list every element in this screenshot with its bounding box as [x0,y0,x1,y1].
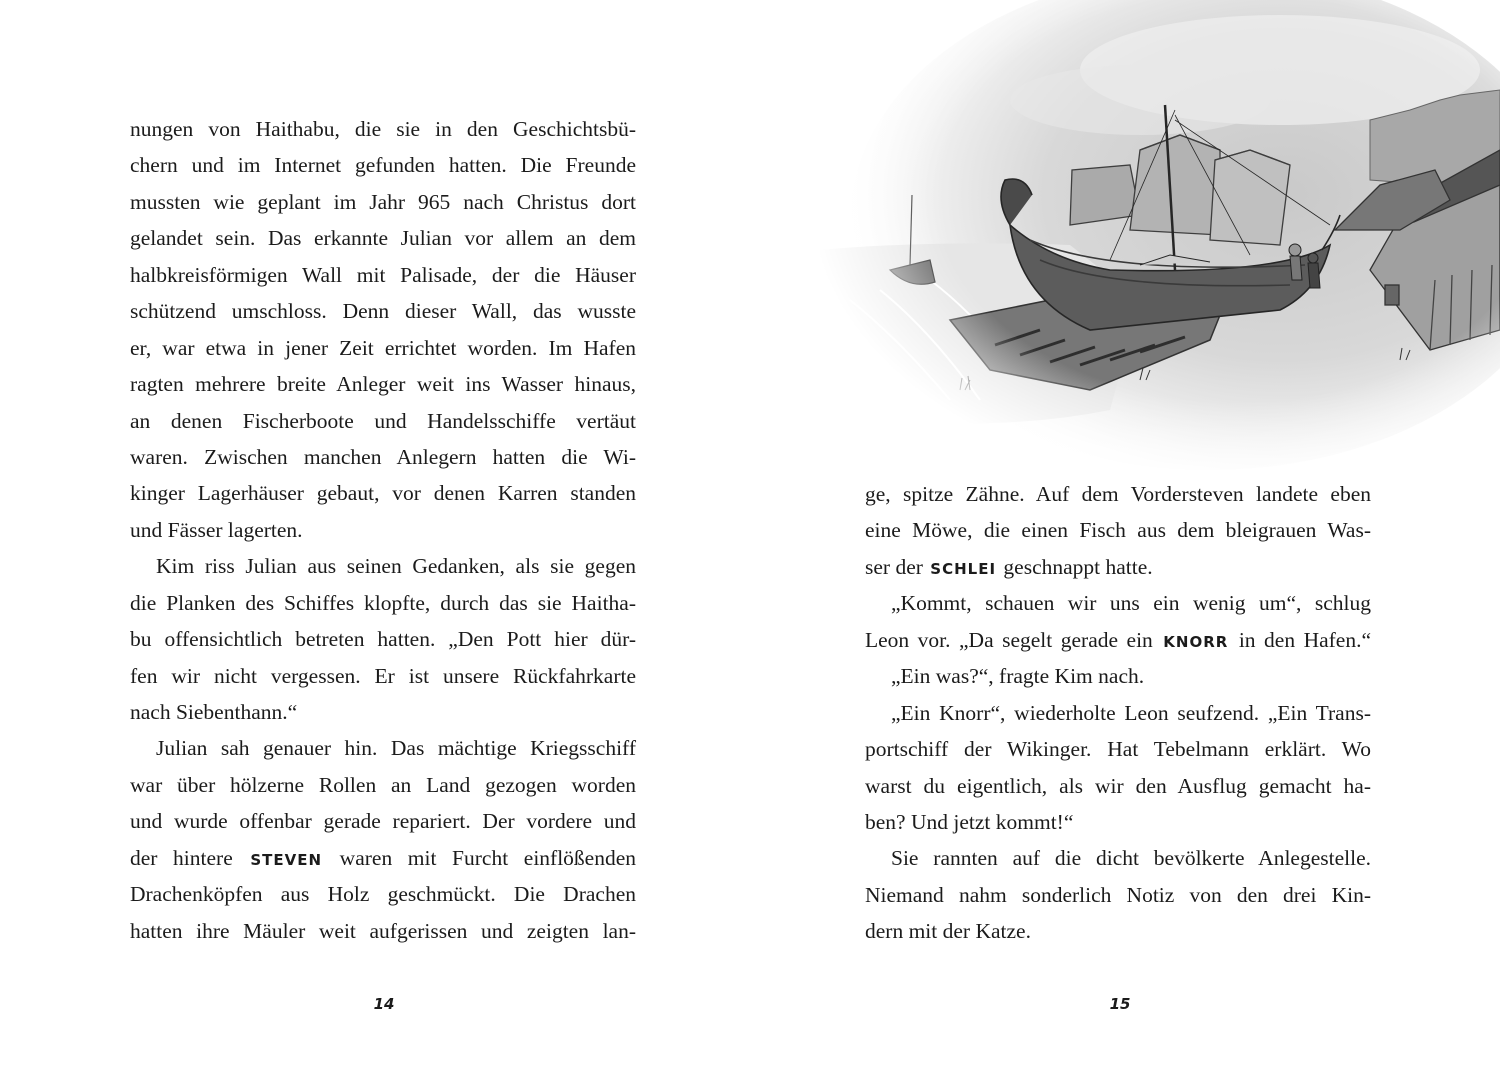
glossary-term-schlei[interactable]: SCHLEI [930,559,997,578]
text-line: mussten wie geplant im Jahr 965 nach Christus dort [130,189,636,214]
text-line: bu offensichtlich betreten hatten. „Den Pott hier dür- [130,627,636,652]
text-line: ben? Und jetzt kommt!“ [865,809,1074,834]
text-line: ser der SCHLEI geschnappt hatte. [865,554,1153,579]
text-line: ragten mehrere breite Anleger weit ins Wasser hinaus, [130,372,636,397]
text-line: und wurde offenbar gerade repariert. Der vordere und [130,809,636,834]
text-line: fen wir nicht vergessen. Er ist unsere Rückfahrkarte [130,663,636,688]
text-line: nungen von Haithabu, die sie in den Geschichtsbü- [130,117,636,141]
text-line: nach Siebenthann.“ [130,700,298,724]
text-line: und Fässer lagerten. [130,517,303,542]
text-line: Julian sah genauer hin. Das mächtige Kriegsschiff [156,736,636,761]
text-line: Sie rannten auf die dicht bevölkerte Anlegestelle. [891,846,1371,871]
text-line: ge, spitze Zähne. Auf dem Vordersteven landete eben [865,482,1371,506]
text-line: Drachenköpfen aus Holz geschmückt. Die Drachen [130,882,636,907]
glossary-term-steven[interactable]: STEVEN [250,850,323,869]
text-line: er, war etwa in jener Zeit errichtet worden. Im Hafen [130,335,636,360]
text-line: Leon vor. „Da segelt gerade ein KNORR in den Hafen.“ [865,627,1372,652]
text-line: warst du eigentlich, als wir den Ausflug gemacht ha- [865,773,1371,798]
text-line: gelandet sein. Das erkannte Julian vor allem an dem [130,226,636,251]
illustration-vignette [810,0,1500,470]
text-line: halbkreisförmigen Wall mit Palisade, der die Häuser [130,262,636,287]
right-page [750,0,1500,1087]
text-line: die Planken des Schiffes klopfte, durch das sie Haitha- [130,590,636,615]
text-line: an denen Fischerboote und Handelsschiffe vertäut [130,408,636,433]
text-line: chern und im Internet gefunden hatten. Die Freunde [130,153,636,178]
text-line: dern mit der Katze. [865,919,1031,944]
text-line: „Ein Knorr“, wiederholte Leon seufzend. „Ein Trans- [891,700,1371,725]
text-line: der hintere STEVEN waren mit Furcht einflößenden [130,845,637,870]
text-line: eine Möwe, die einen Fisch aus dem bleigrauen Was- [865,518,1371,543]
text-line: schützend umschloss. Denn dieser Wall, das wusste [130,299,636,324]
glossary-term-knorr[interactable]: KNORR [1163,632,1229,651]
page-number: 14 [373,995,395,1013]
text-line: „Ein was?“, fragte Kim nach. [891,664,1145,689]
text-line: hatten ihre Mäuler weit aufgerissen und zeigten lan- [130,918,636,943]
page-number: 15 [1109,995,1131,1013]
text-line: kinger Lagerhäuser gebaut, vor denen Karren standen [130,481,636,506]
text-line: Niemand nahm sonderlich Notiz von den drei Kin- [865,882,1371,907]
text-line: Kim riss Julian aus seinen Gedanken, als sie gegen [156,554,636,579]
viking-harbor-illustration [810,0,1500,470]
text-line: waren. Zwischen manchen Anlegern hatten die Wi- [130,444,636,469]
text-line: „Kommt, schauen wir uns ein wenig um“, schlug [891,591,1371,616]
right-text-block [865,476,1371,950]
left-text-block [130,111,636,949]
text-line: portschiff der Wikinger. Hat Tebelmann erklärt. Wo [865,737,1371,762]
text-line: war über hölzerne Rollen an Land gezogen worden [130,772,636,797]
